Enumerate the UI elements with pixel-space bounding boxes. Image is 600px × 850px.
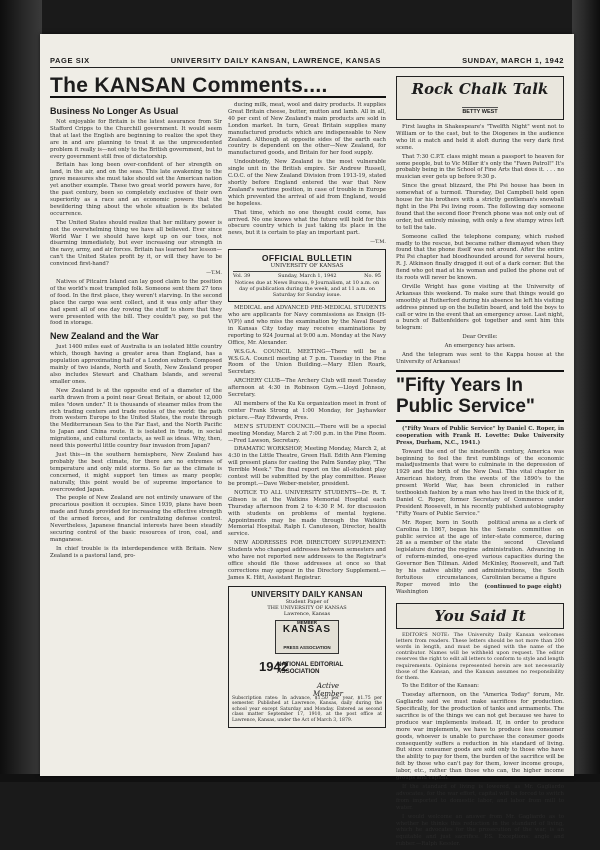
notice: All members of the Ku Ku organization meet in front of center Frank Strong at 1:00 Monday, for Jayhawker picture.—Ray Edwards, Pres.	[228, 401, 386, 421]
fifty-years-split	[396, 520, 564, 598]
you-said-it-header	[396, 603, 564, 629]
paragraph: Britain has long been over-confident of her strength on land, in the air, and on the seas. This late awakening to the grave measures she must take should set the American nation yet another example. These two great world powers have, for the past century, been so completely exclusive of their own superiority as a race and an economic powers that the bewildering thing about the whole situation is its belated occurrence.	[50, 162, 222, 217]
udk-title: UNIVERSITY DAILY KANSAN	[251, 589, 363, 599]
paragraph: Toward the end of the nineteenth century, America was beginning to feel the first rumblings of the economic maladjustments that were to culminate in the depression of 1929 and the birth of the New Deal. This vital chapter in American history, from the events of the 1890's to the present World War, has been chronicled in rather textbookish fashion by a man who has lived in the thick of it, Daniel C. Roper, former Secretary of Commerce under President Roosevelt, in his recently published autobiography "Fifty Years of Public Service."	[396, 448, 564, 517]
page-number: PAGE SIX	[50, 56, 90, 65]
notice: NEW ADDRESSES FOR DIRECTORY SUPPLEMENT: Students who changed addresses between semesters and who have not reported new addresses to the Registrar's office should file those addresses at once so that corrections may appear in the Directory Supplement.—James K. Hitt, Assistant Registrar.	[228, 540, 386, 581]
paragraph: And the telegram was sent to the Kappa house at the University of Arkansas!	[396, 352, 564, 365]
paragraph: Undoubtedly, New Zealand is the most vulnerable single unit in the British empire. Sir Andrew Russell, C.O.C. of the New Zealand Division from 1913-19, stated shortly before England entered the war that New Zealand's wartime position, in case of trouble in Europe which prevented the arrival of aid from England, would be hopeless.	[228, 159, 386, 207]
fifty-years-header	[396, 370, 564, 422]
rock-chalk-body	[396, 124, 564, 366]
paragraph: Someone called the telephone company, which rushed madly to the rescue, but became rather dismayed when they found that the phone itself was not around. After the entire Phi Psi chapter had bloodhounded around for several hours, R. J. Atkinson finally dragged it out of a dark corner. But the fiend who got mad at his woman and pulled the phone out of its roots will never be known.	[396, 233, 564, 282]
scanner-bed-left	[0, 0, 42, 782]
udk-sub1: Student Paper of	[285, 598, 329, 605]
fifty-years-title: "Fifty Years In Public Service"	[396, 374, 535, 417]
bulletin-number: No. 95	[364, 273, 381, 280]
nea-year: 1942	[259, 658, 288, 674]
paragraph: political arena as a clerk of the Senate committee on inter-state commerce, during the second Cleveland administration. Advancing in various capacities during the McKinley, Roosevelt, and Taft administrations, the South Carolinian became a figure	[482, 519, 564, 581]
masthead	[50, 56, 564, 68]
udk-sub2: THE UNIVERSITY OF KANSAS	[267, 604, 347, 611]
bulletin-meta	[233, 271, 381, 279]
bulletin-subtitle: UNIVERSITY OF KANSAS	[270, 263, 344, 270]
paragraph: In chief trouble is its interdependence with Britain. New Zealand is a pastoral land, pro-	[50, 545, 222, 559]
article-newzealand-signature: —T.M.	[370, 239, 386, 246]
paragraph: To the Editor of the Kansan:	[402, 683, 479, 690]
fifty-years-body	[396, 426, 564, 598]
notice: W.S.G.A. COUNCIL MEETING—There will be a W.S.G.A. Council meeting at 7 p.m. Tuesday in the Pine Room of the Union Building.—Mary Ellen Roark, Secretary.	[228, 348, 386, 376]
article-newzealand-headline: New Zealand and the War	[50, 331, 159, 342]
paragraph: Orville Wright has gone visiting at the University of Arkansas this weekend. To make sure that things would go smoothly at Rutherford during his absence he left his visiting address pinned up on the bulletin board, and told the boys to call or wire in the event that an emergency arose. Last night, a bunch of Battenfelders got together and sent him this telegram:	[396, 283, 564, 332]
nea-logo	[259, 658, 355, 698]
official-bulletin	[228, 249, 386, 302]
continued-note: (continued to page eight)	[484, 583, 562, 590]
paragraph: Natives of Pitcairn Island can lay good claim to the position of the world's most trampled folk. Someone sent them 27 tons of food. In the first place, they weren't starving. In the second place the cargo was sent collect, and it was only after they had spent all of one day rowing the stuff to shore that they were presented with the bill. They couldn't pay, so put the food in storage.	[50, 279, 222, 327]
paragraph: The people of New Zealand are not entirely unaware of the precarious position it occupies. Since 1939, plans have been made and funds provided for increasing the effective strength of the armed forces, and for centralizing defense control. Nevertheless, Japanese financial interests have been steadily securing control of the basic resources of iron, coal, and manganese.	[50, 495, 222, 543]
bulletin-note: Notices due at News Bureau, 9 Journalism, at 10 a.m. on day of publication during the week, and at 11 a.m. on Saturday for Sunday issue.	[234, 280, 380, 299]
bulletin-volume: Vol. 39	[233, 273, 251, 280]
article-business-headline: Business No Longer As Usual	[50, 106, 179, 116]
subscription-info: Subscription rates: In advance, $1.50 per year, $1.75 per semester. Published at Lawrence, Kansas, daily during the school year except Saturday and Monday. Entered as second class matter September 17, 1910, at the post office at Lawrence, Kansas, under the Act of March 3, 1879.	[232, 695, 382, 724]
paragraph: Tuesday afternoon, on the "America Today" forum, Mr. Gagliardo said we must make sacrifices for production. Specifically, for the production of tanks and armaments. The sacrifice is of the things we can not get because we have to produce war implements instead. If, in order to produce more war implements, we have to produce less consumer goods, whoever is unable to purchase the consumer goods consequently suffers a reduction in his standard of living. But since consumer goods are sold only to those who have the ability to pay for them, the burden of the sacrifice will be felt by those who can't pay for them, lower income groups, labor, etc., rather than those who can, the higher income groups and capital.	[396, 692, 564, 782]
issue-date: SUNDAY, MARCH 1, 1942	[462, 56, 564, 65]
you-said-it-body	[396, 632, 564, 848]
paragraph: The United States should realize that her military power is not the overwhelming thing we have all believed. Ever since World War I we should have kept up on our toes, not disarming immediately, but ever increasing our strength in the navy, army, and air forces. Britain has learned her lesson—can't the United States profit by it, or will they have to be convinced first-hand?	[50, 219, 222, 268]
paragraph: Not enjoyable for Britain is the latest assurance from Sir Stafford Cripps to the Churchill government. It would seem that at last the English are beginning to realize the spot they are in and are planning to treat it as the unprecedented problem it really is—not only to the British government, but to every government still free of dictatorship.	[50, 119, 222, 160]
rock-chalk-title: Rock Chalk Talk	[411, 80, 549, 98]
bulletin-notices	[228, 305, 386, 581]
paragraph: Just this—in the southern hemisphere, New Zealand has probably the best climate, for there are no extremes of temperature and only mild storms. So far as the climate is concerned, it might support ten times as many people; naturally, this point would be of supreme importance to overcrowded Japan.	[50, 451, 222, 493]
bulletin-title: OFFICIAL BULLETIN	[261, 253, 353, 264]
paragraph: That time, which no one thought could come, has arrived. No one knows what the future will hold for this obscure country which is just taking its place in the news, but it is certain to play an important part.	[228, 209, 386, 237]
logo-press-association: PRESS ASSOCIATION	[283, 644, 331, 650]
udk-staff-box	[228, 586, 386, 728]
paragraph: First laughs in Shakespeare's "Twelfth Night" went not to William or to the cast, but to the Diogenes in the audience who lit a match and held it aloft during the very dark first scene.	[396, 124, 564, 151]
paragraph: I would welcome an answer from Mr. Gagliardo as to whether he thinks this reduction in the standard of living, which he advocates for the prosecution of the war, is an equitable and just sacrifice. P.S. Exceptions: angle and rubber.—Ralph Kessler.	[396, 813, 564, 848]
scanner-bed-right	[572, 0, 600, 782]
logo-kansas: KANSAS	[282, 623, 332, 635]
comments-title: The KANSAN Comments....	[50, 74, 328, 97]
paragraph: New Zealand is at the opposite end of a diameter of the earth drawn from a point near Great Britain, or about 12,000 miles "down under." It is thousands of steamer miles from the rich trading centers and trade routes of the world: the path from western Europe to the United States, the route through the Mediterranean Sea to the Far East, and the North Pacific to Japan and China route. It is isolated in trade, in social migrations, and cultural contacts, as well as ideas. Why, then, need this powerful little country fear invasion from Japan?	[50, 387, 222, 450]
paragraph: ducing milk, meat, wool and dairy products. It supplies Great Britain cheese, butter, mutton and lamb. All in all, 40 per cent of New Zealand's main products are sold in London market. In turn, Great Britain supplies many manufactured products which are indispensable to New Zealand. Although at opposite sides of the earth each country is dependent on the other—New Zealand, for manufactured goods, and Britain for her food supply.	[228, 102, 386, 157]
press-association-logo	[275, 620, 339, 654]
notice: MEDICAL and ADVANCED PRE-MEDICAL STUDENTS who are applicants for Navy commissions as Ensign (H-V(P)) and who miss the examination by the Naval Board in Kansas City today may receive examinations by reporting to 924 Journal at 9:00 a.m. Monday at the Navy Office, Mr. Alexander.	[228, 305, 386, 346]
left-column	[50, 102, 222, 562]
comments-banner	[50, 74, 386, 98]
paragraph: ("Fifty Years of Public Service" by Daniel C. Roper, in cooperation with Frank H. Lovette: Duke University Press, Durham, N.C., 1941.)	[396, 425, 564, 446]
paragraph: Dear Orville:	[462, 334, 498, 341]
bulletin-date: Sunday, March 1, 1942	[277, 273, 337, 280]
article-business-body	[50, 119, 222, 268]
notice: DRAMATIC WORKSHOP, Meeting Monday, March 2, at 4:30 in the Little Theatre, Green Hall. Edith Ann Fleming will present plans for casting the Palm Sunday play, "The Terrible Meek." The final report on the all-student play contest will be submitted by the play committee. Please be prompt.—Dave Weber-meister, president.	[228, 446, 386, 487]
nea-member: Active Member	[313, 681, 343, 698]
rock-chalk-header	[396, 76, 564, 120]
article-newzealand-body	[50, 344, 222, 559]
article-pitcairn-body	[50, 279, 222, 327]
you-said-it-title: You Said It	[434, 606, 526, 625]
logo-member-label: MEMBER	[297, 619, 317, 625]
paragraph: EDITOR'S NOTE: The University Daily Kansan welcomes letters from readers. These letters should be not more than 200 words in length, and must be signed with the name of the contributor. Names will be withheld upon request. The editor reserves the right to edit all letters to conform to style and length requirements. Opinions represented herein are not necessarily those of the Kansan, and the Kansan assumes no responsibility for them.	[396, 631, 564, 682]
article-newzealand-continued	[228, 102, 386, 237]
paragraph: Since the great blizzard, the Phi Psi house has been in somewhat of a turmoil. Thursday, Del Campbell held open house for his brothers with a strictly gentleman's snowball fight in the Phi Psi living room. The following day someone found that the second floor French phone was not only out of order, but entirely missing, with only a few stumpy wires left to tell the tale.	[396, 183, 564, 231]
paragraph: Mr. Roper, born in South Carolina in 1867, began his public service at the age of 28 as a member of the state legislature during the regime of reform-minded, one-eyed Governor Ben Tillman. Aided by his native ability and fortuitous circumstances, Roper moved into the Washington	[396, 519, 478, 595]
rock-chalk-byline: BETTY WEST	[462, 109, 498, 115]
paragraph: Just 1400 miles east of Australia is an isolated little country which, though having a greater area than England, has a population approximating half of a London suburb. Composed mainly of two islands, North and South, New Zealand proper also includes Stewart and Chatham Islands, and several smaller ones.	[50, 344, 222, 385]
newspaper-page	[40, 34, 574, 848]
paragraph: That 7:30 C.P.T. class might mean a passport to heaven for some people, but to Vic Miller it's only the "Fawn Patrol!" It's probably being in the School of Fine Arts that does it. . . . no musician ever gets up before 9:30 p.	[396, 153, 564, 181]
paper-name: UNIVERSITY DAILY KANSAN, LAWRENCE, KANSAS	[170, 56, 382, 65]
notice: NOTICE TO ALL UNIVERSITY STUDENTS—Dr. R. T. Gibson is at the Watkins Memorial Hospital each Thursday afternoon from 2 to 4:30 P. M. for discussion with students on problems of mental hygiene. Appointments may be made through the Watkins Memorial Hospital. Ralph I. Canuteson, Director, health service.	[228, 489, 386, 538]
paragraph: If the standard of living is lowered, as Mr. Gagliardo advocates, for the war effort, capital will be forced to switch from imported to domestic labor, and labor from mill to water.	[396, 783, 564, 811]
udk-sub3: Lawrence, Kansas	[283, 610, 331, 617]
right-column	[396, 76, 564, 850]
nea-words: NATIONAL EDITORIAL ASSOCIATION	[277, 660, 344, 675]
paragraph: An emergency has arisen.	[444, 343, 516, 350]
notice: MEN'S STUDENT COUNCIL—There will be a special meeting Monday, March 2 at 7:00 p.m. in the Pine Room.—Fred Lawson, Secretary.	[228, 423, 386, 444]
article-business-signature: —T.M.	[206, 270, 222, 277]
middle-column	[228, 102, 386, 728]
notice: ARCHERY CLUB—The Archery Club will meet Tuesday afternoon at 4:30 in Robinson Gym.—Lloyd Johnson, Secretary.	[228, 378, 386, 399]
